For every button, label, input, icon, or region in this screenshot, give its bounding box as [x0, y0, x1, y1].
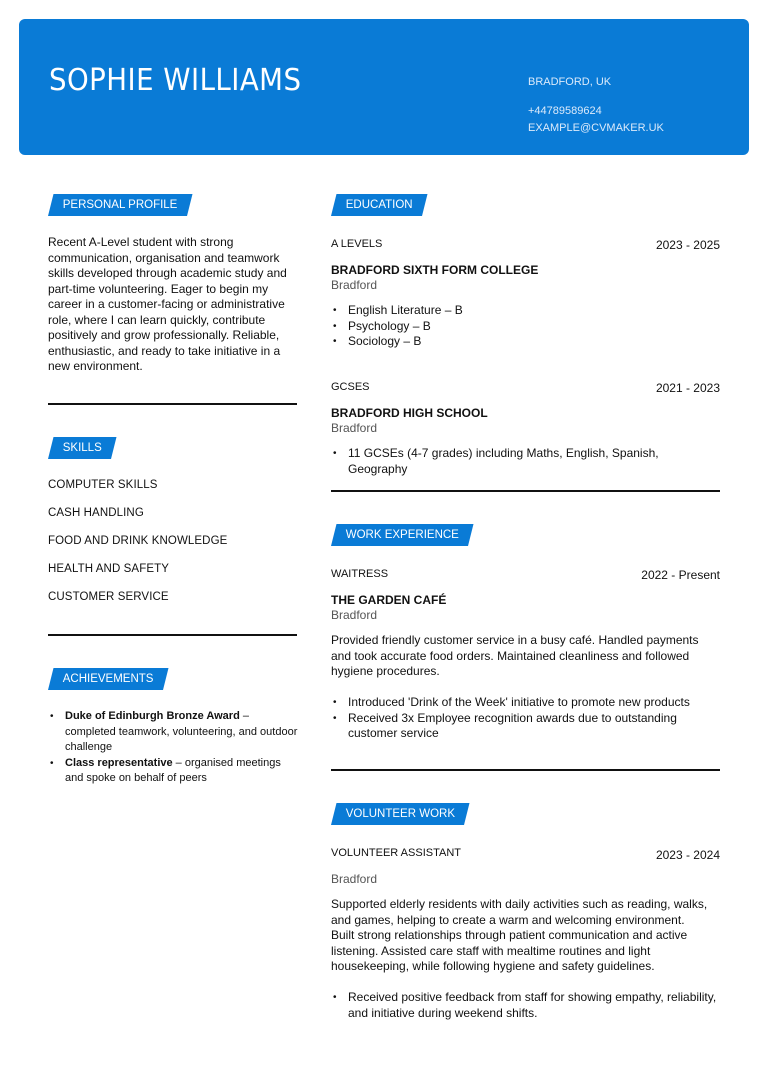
achievement-text: – organised meetings and spoke on behalf of peers — [65, 756, 281, 784]
job-description: Provided friendly customer service in a busy café. Handled payments and took accurate food orders. Maintained cleanliness and followed hygiene procedures. — [331, 633, 699, 678]
contact-location: BRADFORD, UK — [528, 76, 612, 88]
skill-item: FOOD AND DRINK KNOWLEDGE — [48, 535, 228, 547]
list-item: • Introduced 'Drink of the Week' initiative to promote new products — [331, 695, 721, 711]
section-tag-work — [331, 524, 474, 546]
divider — [331, 490, 720, 492]
contact-phone: +44789589624 — [528, 105, 602, 117]
section-heading: VOLUNTEER WORK — [345, 808, 456, 820]
skill-item: HEALTH AND SAFETY — [48, 563, 169, 575]
cv-header — [19, 19, 749, 155]
achievement-title: Duke of Edinburgh Bronze Award — [65, 710, 240, 722]
volunteer-place: Bradford — [331, 872, 378, 886]
list-item — [48, 756, 300, 787]
school-place: Bradford — [331, 421, 378, 435]
section-tag-education — [331, 194, 427, 216]
section-heading: EDUCATION — [345, 199, 413, 211]
volunteer-dates: 2023 - 2024 — [655, 848, 720, 862]
list-item: • 11 GCSEs (4-7 grades) including Maths, English, Spanish, Geography — [331, 446, 721, 477]
section-heading: ACHIEVEMENTS — [62, 673, 154, 685]
candidate-name: SOPHIE WILLIAMS — [49, 63, 302, 98]
education-dates: 2021 - 2023 — [655, 381, 720, 395]
qualification-title: A LEVELS — [331, 238, 383, 250]
section-tag-achievements — [48, 668, 168, 690]
list-item: • Psychology – B — [331, 319, 721, 335]
list-item: • Received positive feedback from staff for showing empathy, reliability, and initiative during weekend shifts. — [331, 990, 721, 1021]
section-heading: WORK EXPERIENCE — [345, 529, 459, 541]
skill-item: COMPUTER SKILLS — [48, 479, 158, 491]
section-tag-profile — [48, 194, 192, 216]
volunteer-description: Supported elderly residents with daily activities such as reading, walks, and games, helping to create a warm and welcoming environment. — [331, 897, 708, 927]
job-role: WAITRESS — [331, 568, 389, 580]
volunteer-role: VOLUNTEER ASSISTANT — [331, 847, 461, 859]
achievement-title: Class representative — [65, 756, 173, 769]
list-item — [48, 709, 300, 756]
section-heading: PERSONAL PROFILE — [62, 199, 178, 211]
list-item: • Received 3x Employee recognition awards due to outstanding customer service — [331, 711, 721, 742]
divider — [48, 403, 297, 405]
employer-place: Bradford — [331, 608, 378, 622]
education-bullets — [331, 446, 721, 477]
section-tag-volunteer — [331, 803, 470, 825]
profile-text: Recent A-Level student with strong communication, organisation and teamwork skills developed through academic study and part-time volunteering. Eager to begin my career in a customer-facing or administrative role, where I can learn quickly, contribute positively and grow professionally. Reliable, enthusiastic, and ready to take initiative in a new environment. — [48, 235, 287, 373]
skill-item: CUSTOMER SERVICE — [48, 591, 169, 603]
section-tag-skills — [48, 437, 116, 459]
employer-name: THE GARDEN CAFÉ — [331, 593, 447, 607]
list-item: • Sociology – B — [331, 334, 721, 350]
divider — [331, 769, 720, 771]
job-dates: 2022 - Present — [641, 568, 720, 582]
achievement-text: – completed teamwork, volunteering, and outdoor challenge — [65, 710, 298, 753]
education-dates: 2023 - 2025 — [655, 238, 720, 252]
volunteer-description: Built strong relationships through patient communication and active listening. Assisted care staff with mealtime routines and light housekeeping, while following hygiene and safety guidelines. — [331, 928, 688, 973]
achievements-list — [48, 709, 300, 787]
job-bullets — [331, 695, 721, 742]
school-place: Bradford — [331, 278, 378, 292]
school-name: BRADFORD HIGH SCHOOL — [331, 406, 488, 420]
divider — [48, 634, 297, 636]
list-item: • English Literature – B — [331, 303, 721, 319]
qualification-title: GCSES — [331, 381, 370, 393]
skill-item: CASH HANDLING — [48, 507, 144, 519]
school-name: BRADFORD SIXTH FORM COLLEGE — [331, 263, 539, 277]
education-bullets — [331, 303, 721, 350]
section-heading: SKILLS — [62, 442, 102, 454]
contact-email: EXAMPLE@CVMAKER.UK — [528, 122, 664, 134]
volunteer-bullets — [331, 990, 721, 1021]
